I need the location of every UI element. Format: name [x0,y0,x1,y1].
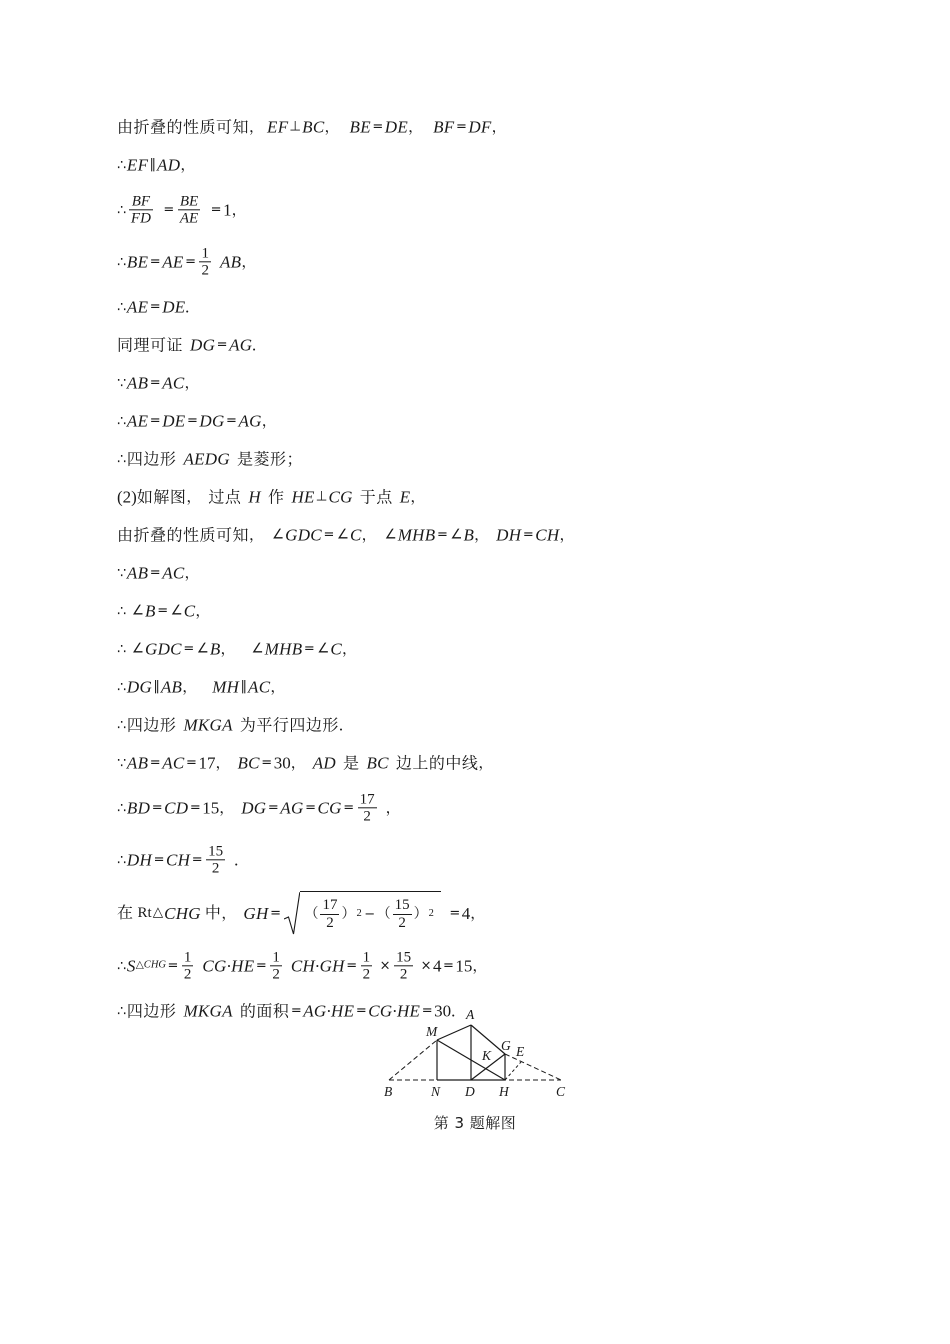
text-line [117,146,837,184]
vertex-label-b: B [384,1084,393,1099]
fraction-one-half: $\frac{1}{2}$ [201,245,209,279]
term-c: C [183,601,196,621]
equals-sign: = [442,958,454,974]
times-sign: × [420,958,432,974]
fraction-15-2: $\frac{15}{2}$ [208,843,224,877]
comma: ， [249,117,265,136]
text-line-area [117,940,837,992]
therefore-icon: ∴ [117,679,126,695]
term-b: B [209,639,221,659]
parallel-icon: ∥ [149,156,157,173]
area-subscript: △CHG [135,959,166,971]
text-line [117,592,837,630]
minus-sign: − [364,906,376,922]
comma: ， [184,373,200,392]
therefore-icon: ∴ [117,852,126,868]
open-paren: （ [304,906,319,922]
term-e: E [399,487,411,507]
equals-sign: = [151,800,163,816]
vertex-label-e: E [516,1044,525,1059]
figure-caption: 第 3 题解图 [433,1114,517,1132]
therefore-icon: ∴ [117,202,126,218]
comma: ， [324,117,340,136]
term-bf: BF [433,117,455,137]
term-bc: BC [237,753,260,773]
term-bc: BC [302,117,325,137]
cn-as-shown: 如解图 [136,487,187,506]
radicand [300,891,440,935]
text-line [117,668,837,706]
cn-draw: 作 [267,487,285,506]
parallelogram-conclusion: 为平行四边形 [239,715,339,734]
comma: ， [385,798,401,817]
term-bc: BC [366,753,389,773]
therefore-icon: ∴ [117,717,126,733]
quadrilateral-label: 四边形 [126,715,177,734]
period: . [338,715,344,735]
term-b: B [463,525,475,545]
equals-sign: = [305,800,316,816]
part-number-2: (2) [117,487,137,507]
therefore-icon: ∴ [117,1003,126,1019]
term-ag: AG [238,411,262,431]
term-ab: AB [126,373,149,393]
line6-cn-lead: 同理可证 [117,335,184,354]
cn-in: 在 [117,903,134,922]
text-line [117,440,837,478]
comma: ， [249,525,265,544]
segment-he-dashed [505,1062,521,1080]
segment-gc-dashed [505,1054,561,1080]
comma: ， [241,252,257,271]
angle-icon: ∠ [450,526,463,543]
solution-text-block [117,108,837,1030]
cn-area-of: 的面积 [239,1001,290,1020]
comma: ， [559,525,575,544]
text-line [117,108,837,146]
angle-icon: ∠ [131,602,145,619]
term-ac: AC [162,563,185,583]
comma: ， [472,956,488,975]
fraction-one-half: $\frac{1}{2}$ [183,949,192,983]
term-ab: AB [160,677,183,697]
term-gdc: GDC [285,525,322,545]
text-line [117,516,837,554]
comma: ， [470,903,486,922]
therefore-icon: ∴ [117,157,126,173]
term-ch: CH [165,850,191,870]
term-dh: DH [496,525,522,545]
term-ch: CH [535,525,560,545]
segment-bm-dashed [389,1040,437,1080]
term-mkga: MKGA [183,715,233,735]
vertex-label-g: G [501,1038,511,1053]
equals-sign: = [216,337,228,353]
text-line [117,706,837,744]
comma: ， [231,200,247,219]
therefore-icon: ∴ [117,413,126,429]
term-he: HE [291,487,315,507]
fraction-bf-fd: $\frac{BF}{FD}$ [130,193,151,227]
angle-icon: ∠ [131,640,145,657]
term-ad: AD [157,155,181,175]
equals-sign: = [449,905,461,921]
equals-sign: = [149,299,161,315]
text-line [117,288,837,326]
term-be: BE [126,252,149,272]
equals-sign: = [372,119,384,135]
exponent-2: 2 [428,907,434,919]
times-sign: × [379,958,391,974]
vertex-label-h: H [499,1084,509,1099]
comma: ， [361,525,377,544]
text-line [117,554,837,592]
term-mh: MH [212,677,240,697]
vertex-label-c: C [556,1084,566,1099]
quadrilateral-label: 四边形 [126,1001,177,1020]
equals-sign: = [303,641,315,657]
term-c: C [349,525,362,545]
term-ae: AE [162,252,184,272]
square-root-expression [284,891,440,935]
segment-ma [437,1025,471,1040]
comma: ， [219,798,235,817]
comma: ， [184,563,200,582]
equals-sign: = [149,565,161,581]
term-chg: CHG [164,903,201,923]
term-ab: AB [126,753,149,773]
term-b: B [145,601,156,621]
term-ac: AC [248,677,271,697]
term-ef: EF [126,155,149,175]
term-ag: AG [280,798,304,818]
cn-through-point: 过点 [208,487,242,506]
term-be: BE [349,117,371,137]
text-line [117,402,837,440]
equals-sign: = [261,755,273,771]
comma: ， [478,753,494,772]
comma: ， [290,753,306,772]
term-cg: CG [328,487,353,507]
therefore-icon: ∴ [117,800,126,816]
value-one: 1 [223,200,232,220]
cn-middle: 中 [204,903,222,922]
comma: ， [474,525,490,544]
fraction-15-2: $\frac{15}{2}$ [396,949,412,983]
term-dh: DH [126,850,153,870]
value-15: 15 [455,956,473,976]
therefore-icon: ∴ [117,603,126,619]
parallel-icon: ∥ [153,678,160,695]
vertex-label-k: K [482,1048,492,1063]
figure-svg [375,1008,575,1108]
text-line-sqrt [117,886,837,940]
equals-sign: = [167,958,179,974]
comma: ， [270,677,286,696]
equals-sign: = [186,755,197,771]
fraction-17-2: $\frac{17}{2}$ [359,791,375,825]
term-c: C [330,639,343,659]
equals-sign: = [270,905,281,921]
therefore-icon: ∴ [117,641,126,657]
text-line [117,744,837,782]
equals-sign: = [267,800,279,816]
fraction-one-half: $\frac{1}{2}$ [272,949,280,983]
exponent-2: 2 [356,907,362,919]
geometry-figure [0,1008,950,1113]
close-paren: ） [341,906,356,922]
equals-sign: = [455,119,467,135]
angle-icon: ∠ [336,526,349,543]
value-30: 30. [434,1001,456,1021]
equals-sign: = [436,527,448,543]
comma: ， [220,639,236,658]
equals-sign: = [186,413,198,429]
text-line [117,326,837,364]
cn-is: 是 [342,753,360,772]
segment-md-hidden [437,1040,471,1080]
term-cg-he: CG·HE [368,1001,421,1021]
angle-icon: ∠ [251,640,264,657]
term-gdc: GDC [145,639,182,659]
term-aedg: AEDG [183,449,230,469]
equals-sign: = [226,413,237,429]
figure-canvas [375,1008,575,1108]
close-paren: ） [413,906,428,922]
term-mhb: MHB [397,525,436,545]
term-ag: AG. [229,335,257,355]
angle-icon: ∠ [196,640,209,657]
perp-icon: ⊥ [315,488,328,505]
fraction-be-ae: $\frac{BE}{AE}$ [179,193,199,227]
quadrilateral-label: 四边形 [126,449,177,468]
text-line [117,630,837,668]
term-mhb: MHB [264,639,303,659]
equals-sign: = [149,254,161,270]
equals-sign: = [355,1003,367,1019]
rhombus-conclusion: 是菱形； [236,449,303,468]
term-ae: AE [126,411,149,431]
term-mkga: MKGA [183,1001,233,1021]
term-dg: DG [126,677,153,697]
text-line-half-ab [117,236,837,288]
term-cg-he: CG·HE [202,956,255,976]
period: . [234,850,239,870]
equals-sign: = [191,852,203,868]
value-15: 15 [202,798,220,818]
text-line [117,478,837,516]
rt-label: Rt [137,904,152,921]
vertex-label-m: M [426,1024,438,1039]
term-dg: DG [199,411,225,431]
equals-sign: = [149,755,161,771]
equals-sign: = [522,527,534,543]
comma: ， [180,155,196,174]
radical-sign-icon [284,891,300,935]
equals-sign: = [163,202,175,218]
term-bd: BD [126,798,151,818]
equals-sign: = [149,375,161,391]
equals-sign: = [153,852,165,868]
comma: ， [186,487,202,506]
term-ac: AC [162,373,185,393]
term-ad: AD [312,753,336,773]
comma: ， [410,487,426,506]
comma: ， [261,411,277,430]
comma: ， [342,639,358,658]
angle-icon: ∠ [384,526,397,543]
term-ae: AE [126,297,149,317]
text-line-fraction-ratio [117,184,837,236]
angle-icon: ∠ [170,602,183,619]
open-paren: （ [376,906,391,922]
term-ch-gh: CH·GH [290,956,345,976]
triangle-icon: △ [152,904,164,921]
comma: ， [215,753,231,772]
perp-icon: ⊥ [289,118,302,135]
fraction-one-half: $\frac{1}{2}$ [362,949,371,983]
therefore-icon: ∴ [117,254,126,270]
term-ac: AC [162,753,185,773]
line1-cn-lead: 由折叠的性质可知 [117,117,250,136]
term-cd: CD [164,798,189,818]
fraction-15-2: $\frac{15}{2}$ [394,897,410,931]
because-icon: ∵ [117,755,126,771]
text-line-bd-cd [117,782,837,834]
equals-sign: = [323,527,335,543]
vertex-label-n: N [431,1084,441,1099]
equals-sign: = [421,1003,433,1019]
equals-sign: = [290,1003,302,1019]
value-30: 30 [273,753,291,773]
cn-median: 边上的中线 [395,753,479,772]
therefore-icon: ∴ [117,451,126,467]
text-line [117,364,837,402]
comma: ， [182,677,198,696]
term-dg: DG [190,335,216,355]
comma: ， [221,903,237,922]
value-4: 4 [461,903,471,923]
equals-sign: = [183,641,195,657]
therefore-icon: ∴ [117,958,126,974]
term-df: DF [468,117,492,137]
comma: ， [408,117,424,136]
text-line-dh-ch [117,834,837,886]
equals-sign: = [255,958,267,974]
because-icon: ∵ [117,375,126,391]
term-dg: DG [241,798,267,818]
equals-sign: = [185,254,196,270]
because-icon: ∵ [117,565,126,581]
fraction-17-2: $\frac{17}{2}$ [322,897,338,931]
area-symbol-s: S [126,956,136,976]
angle-icon: ∠ [317,640,330,657]
comma: ， [491,117,507,136]
term-de: DE. [162,297,191,317]
vertex-label-a: A [466,1007,475,1022]
equals-sign: = [149,413,161,429]
cn-at-point: 于点 [359,487,393,506]
line11-cn-lead: 由折叠的性质可知 [117,525,250,544]
value-17: 17 [198,753,216,773]
equals-sign: = [343,800,355,816]
equals-sign: = [210,202,222,218]
term-ef: EF [267,117,289,137]
angle-icon: ∠ [272,526,285,543]
equals-sign: = [346,958,358,974]
term-ab: AB [219,252,242,272]
therefore-icon: ∴ [117,299,126,315]
term-ag-he: AG·HE [303,1001,355,1021]
comma: ， [195,601,211,620]
equals-sign: = [189,800,201,816]
vertex-label-d: D [465,1084,475,1099]
value-4: 4 [432,956,442,976]
term-de: DE [162,411,186,431]
equals-sign: = [157,603,169,619]
term-de: DE [384,117,409,137]
term-gh: GH [243,903,269,923]
term-h: H [248,487,261,507]
term-ab: AB [126,563,149,583]
parallel-icon: ∥ [240,678,248,695]
term-cg: CG [317,798,342,818]
